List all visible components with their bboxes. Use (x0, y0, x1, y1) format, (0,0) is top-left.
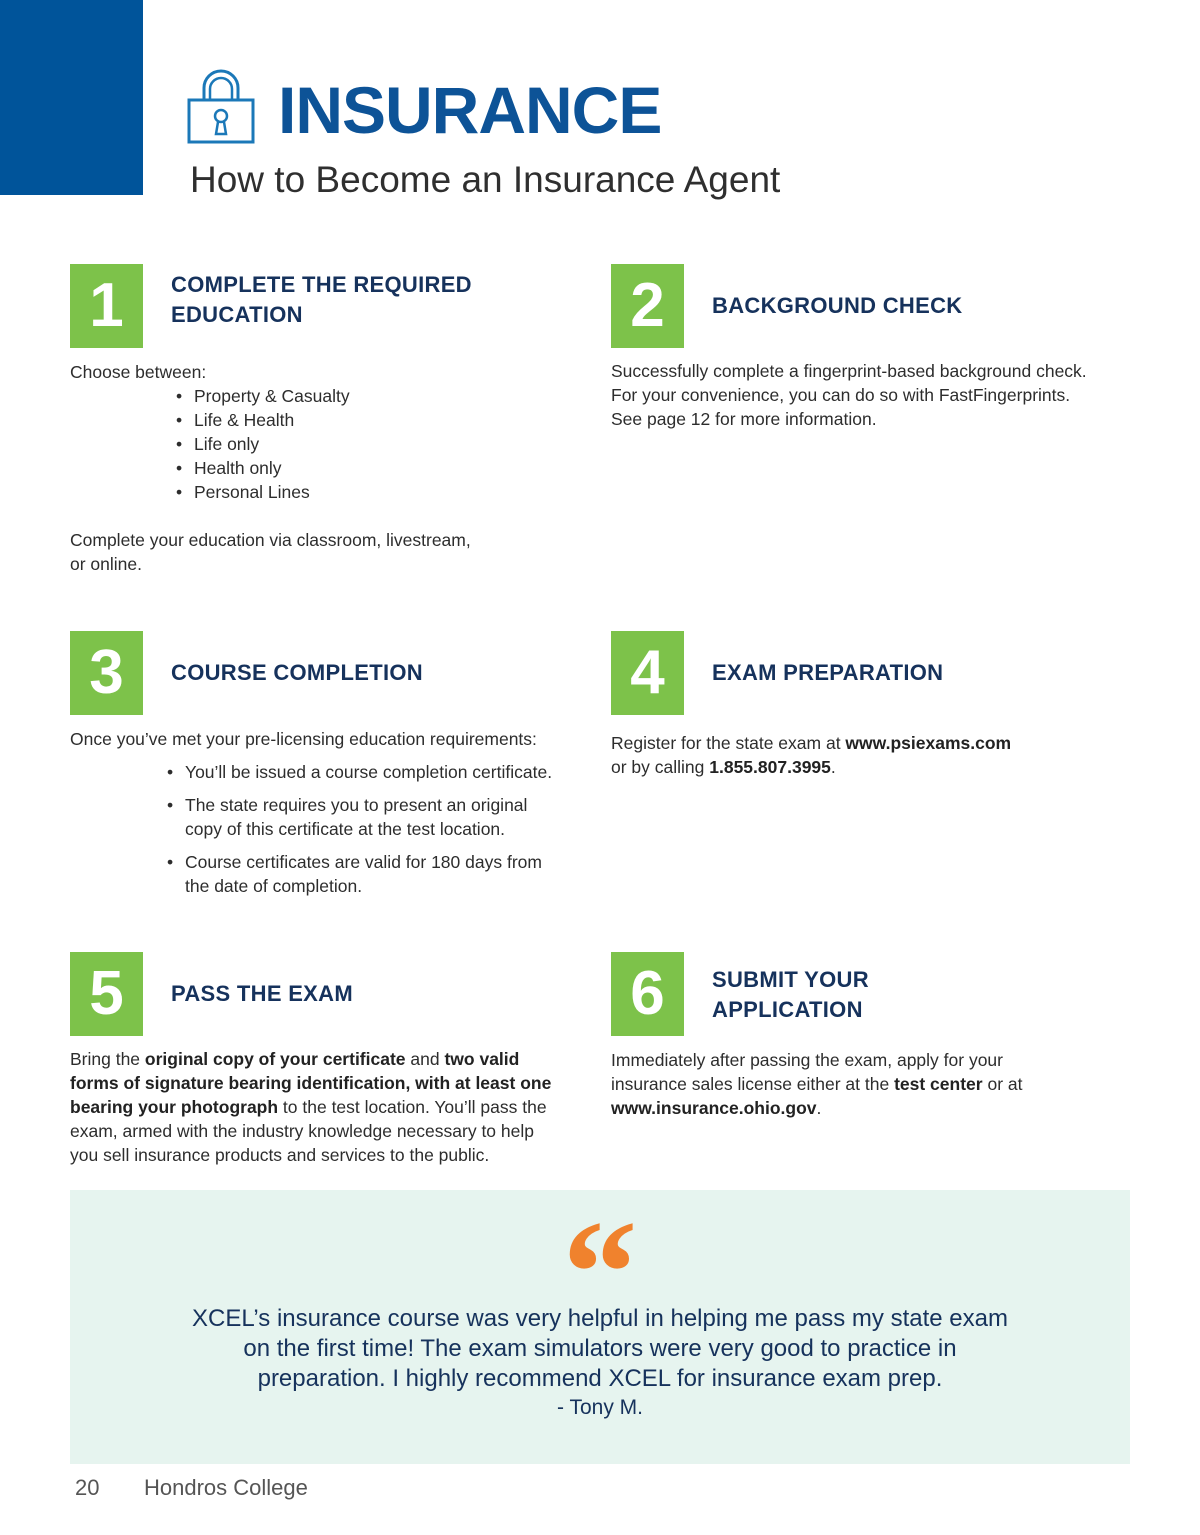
step-5-number: 5 (70, 952, 143, 1036)
step-1-body (70, 360, 570, 576)
step-3-body (70, 727, 590, 898)
course-completion-list (163, 760, 590, 898)
testimonial-author: - Tony M. (557, 1396, 643, 1419)
lock-icon (186, 66, 256, 144)
corner-accent-block (0, 0, 143, 195)
list-item: • Course certificates are valid for 180 days from the date of completion. (163, 850, 590, 898)
testimonial-quote: XCEL’s insurance course was very helpful in helping me pass my state exam on the first time! The exam simulators were very good to practice in preparation. I highly recommend XCEL for insurance exam prep. (192, 1305, 1008, 1392)
list-item: • Personal Lines (172, 480, 570, 504)
step-1-intro: Choose between: (70, 362, 207, 382)
page-number: 20 (75, 1475, 100, 1500)
list-item: • Health only (172, 456, 570, 480)
step-2-title: BACKGROUND CHECK (712, 293, 963, 318)
step-6-title: SUBMIT YOUR APPLICATION (712, 967, 869, 1022)
step-6-body: Immediately after passing the exam, apply for your insurance sales license either at the test center or at www.insurance.ohio.gov. (611, 1050, 1023, 1118)
list-item: • You’ll be issued a course completion certificate. (163, 760, 590, 784)
step-3-number: 3 (70, 631, 143, 715)
testimonial-box (70, 1190, 1130, 1464)
step-4-body: Register for the state exam at www.psiexams.com or by calling 1.855.807.3995. (611, 733, 1012, 777)
page-title: INSURANCE (278, 73, 662, 147)
quote-mark-icon: “ (562, 1190, 638, 1356)
step-1-title: COMPLETE THE REQUIRED EDUCATION (171, 272, 472, 327)
psi-exams-link[interactable]: www.psiexams.com (845, 733, 1012, 753)
education-options-list (172, 384, 570, 504)
step-1-number: 1 (70, 264, 143, 348)
list-item: • The state requires you to present an original copy of this certificate at the test location. (163, 793, 590, 841)
step-4-number: 4 (611, 631, 684, 715)
step-5-title: PASS THE EXAM (171, 981, 353, 1006)
list-item: • Property & Casualty (172, 384, 570, 408)
step-5-body: Bring the original copy of your certificate and two valid forms of signature bearing identification, with at least one bearing your photograph to the test location. You’ll pass the exam, armed with the industry knowledge necessary to help you sell insurance products and services to the public. (70, 1049, 552, 1165)
step-2-body: Successfully complete a fingerprint-based background check. For your convenience, you can do so with FastFingerprints. See page 12 for more information. (611, 361, 1087, 429)
step-1-outro: Complete your education via classroom, livestream, or online. (70, 530, 471, 574)
step-3-intro: Once you’ve met your pre-licensing education requirements: (70, 729, 537, 749)
step-3-title: COURSE COMPLETION (171, 660, 423, 685)
list-item: • Life & Health (172, 408, 570, 432)
page-subtitle: How to Become an Insurance Agent (190, 159, 781, 200)
ohio-insurance-link[interactable]: www.insurance.ohio.gov (611, 1098, 817, 1118)
step-4-title: EXAM PREPARATION (712, 660, 944, 685)
phone-number: 1.855.807.3995 (709, 757, 831, 777)
footer-college-name: Hondros College (144, 1475, 308, 1500)
step-6-number: 6 (611, 952, 684, 1036)
list-item: • Life only (172, 432, 570, 456)
step-2-number: 2 (611, 264, 684, 348)
